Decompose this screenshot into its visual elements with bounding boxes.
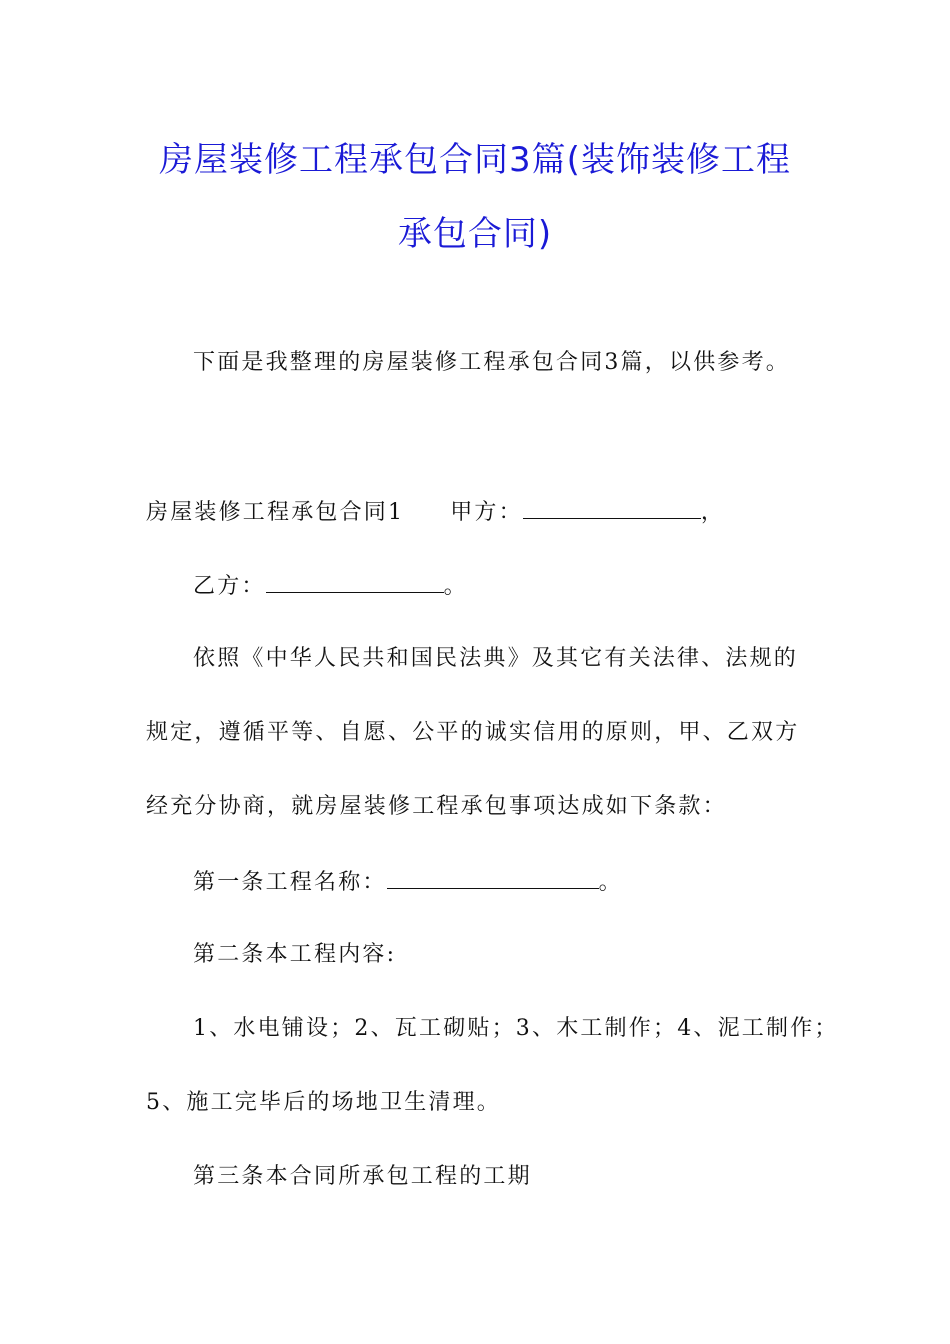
project-name-blank — [387, 866, 599, 889]
article3-heading: 第三条本合同所承包工程的工期 — [193, 1164, 532, 1189]
document-title-line-1: 房屋装修工程承包合同3篇(装饰装修工程 — [159, 140, 791, 180]
article1-row — [193, 866, 623, 898]
contract-heading-row — [146, 496, 725, 528]
para1-line-2: 规定，遵循平等、自愿、公平的诚实信用的原则，甲、乙双方 — [146, 720, 800, 745]
party-b-label: 乙方： — [193, 574, 266, 599]
items-line-2: 5、施工完毕后的场地卫生清理。 — [146, 1090, 501, 1115]
para1-line-1: 依照《中华人民共和国民法典》及其它有关法律、法规的 — [193, 646, 799, 671]
party-b-blank — [266, 570, 444, 593]
items-line-1: 1、水电铺设；2、瓦工砌贴；3、木工制作；4、泥工制作； — [193, 1016, 839, 1041]
party-a-label: 甲方： — [450, 500, 523, 525]
intro-text: 下面是我整理的房屋装修工程承包合同3篇，以供参考。 — [193, 350, 790, 375]
article2-heading: 第二条本工程内容: — [193, 942, 397, 967]
party-a-blank — [523, 496, 701, 519]
article1-end: 。 — [598, 870, 623, 895]
party-a-end: ， — [700, 500, 726, 525]
article1-label: 第一条工程名称： — [193, 870, 387, 895]
party-b-end: 。 — [443, 574, 468, 599]
document-title-line-2: 承包合同) — [397, 214, 553, 254]
para1-line-3: 经充分协商，就房屋装修工程承包事项达成如下条款： — [146, 794, 727, 819]
contract-heading: 房屋装修工程承包合同1 — [146, 500, 405, 525]
party-b-row — [193, 570, 468, 602]
